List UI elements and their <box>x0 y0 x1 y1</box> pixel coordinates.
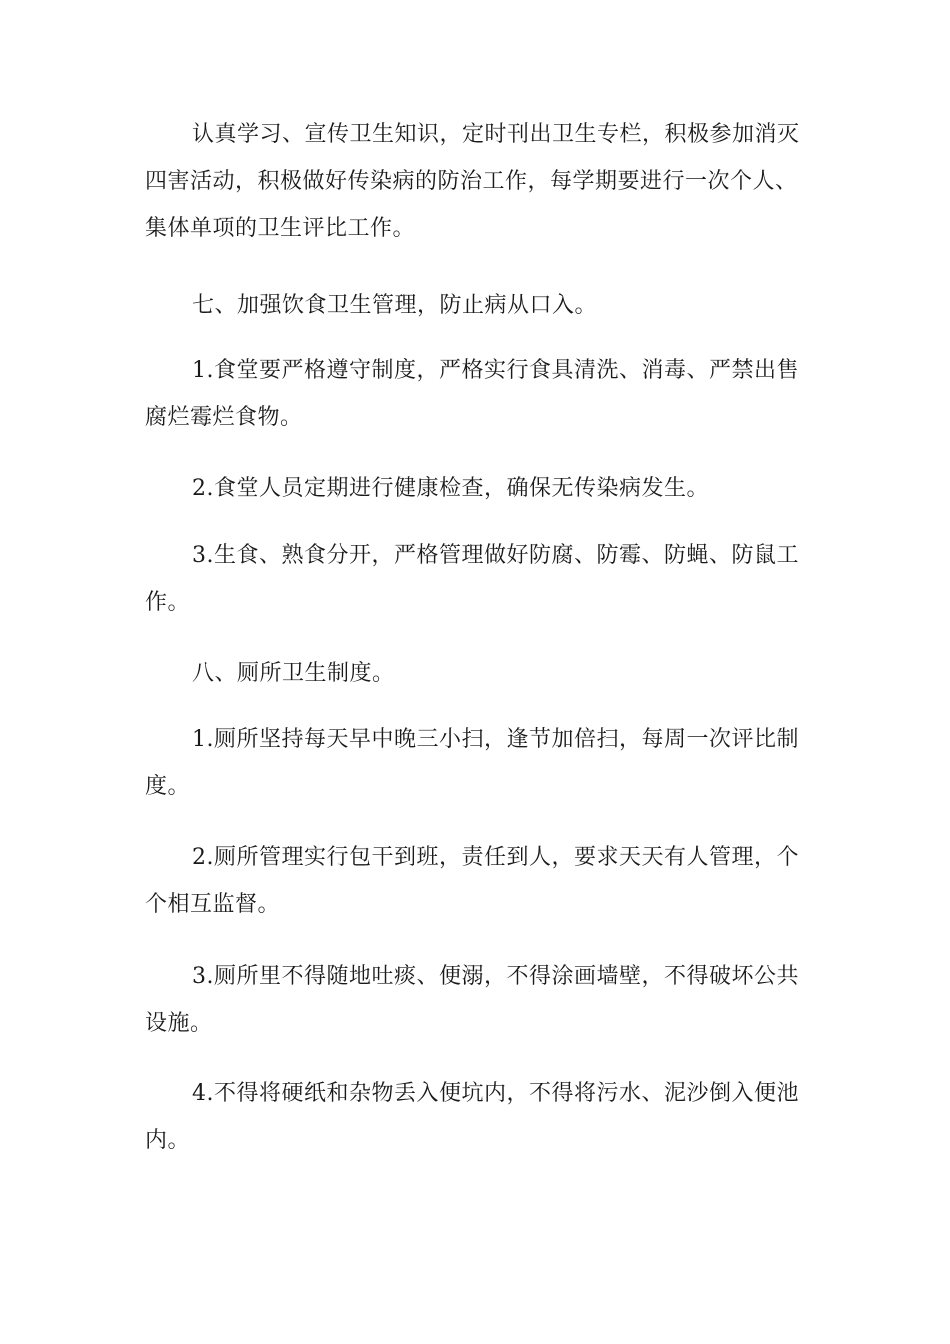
section-heading-toilet-hygiene: 八、厕所卫生制度。 <box>192 661 395 686</box>
paragraph-canteen-rule-1: 1.食堂要严格遵守制度，严格实行食具清洗、消毒、严禁出售腐烂霉烂食物。 <box>145 358 799 430</box>
paragraph-toilet-rule-1: 1.厕所坚持每天早中晚三小扫，逢节加倍扫，每周一次评比制度。 <box>145 727 799 799</box>
paragraph-toilet-rule-2: 2.厕所管理实行包干到班，责任到人，要求天天有人管理，个个相互监督。 <box>145 845 799 917</box>
paragraph-toilet-rule-4: 4.不得将硬纸和杂物丢入便坑内，不得将污水、泥沙倒入便池内。 <box>145 1081 799 1153</box>
paragraph-hygiene-knowledge: 认真学习、宣传卫生知识，定时刊出卫生专栏，积极参加消灭四害活动，积极做好传染病的防治工作，每学期要进行一次个人、集体单项的卫生评比工作。 <box>145 122 800 241</box>
section-heading-food-hygiene: 七、加强饮食卫生管理，防止病从口入。 <box>192 293 598 318</box>
paragraph-canteen-rule-2: 2.食堂人员定期进行健康检查，确保无传染病发生。 <box>192 476 709 501</box>
paragraph-toilet-rule-3: 3.厕所里不得随地吐痰、便溺，不得涂画墙壁，不得破坏公共设施。 <box>145 964 799 1036</box>
paragraph-canteen-rule-3: 3.生食、熟食分开，严格管理做好防腐、防霉、防蝇、防鼠工作。 <box>145 543 799 615</box>
